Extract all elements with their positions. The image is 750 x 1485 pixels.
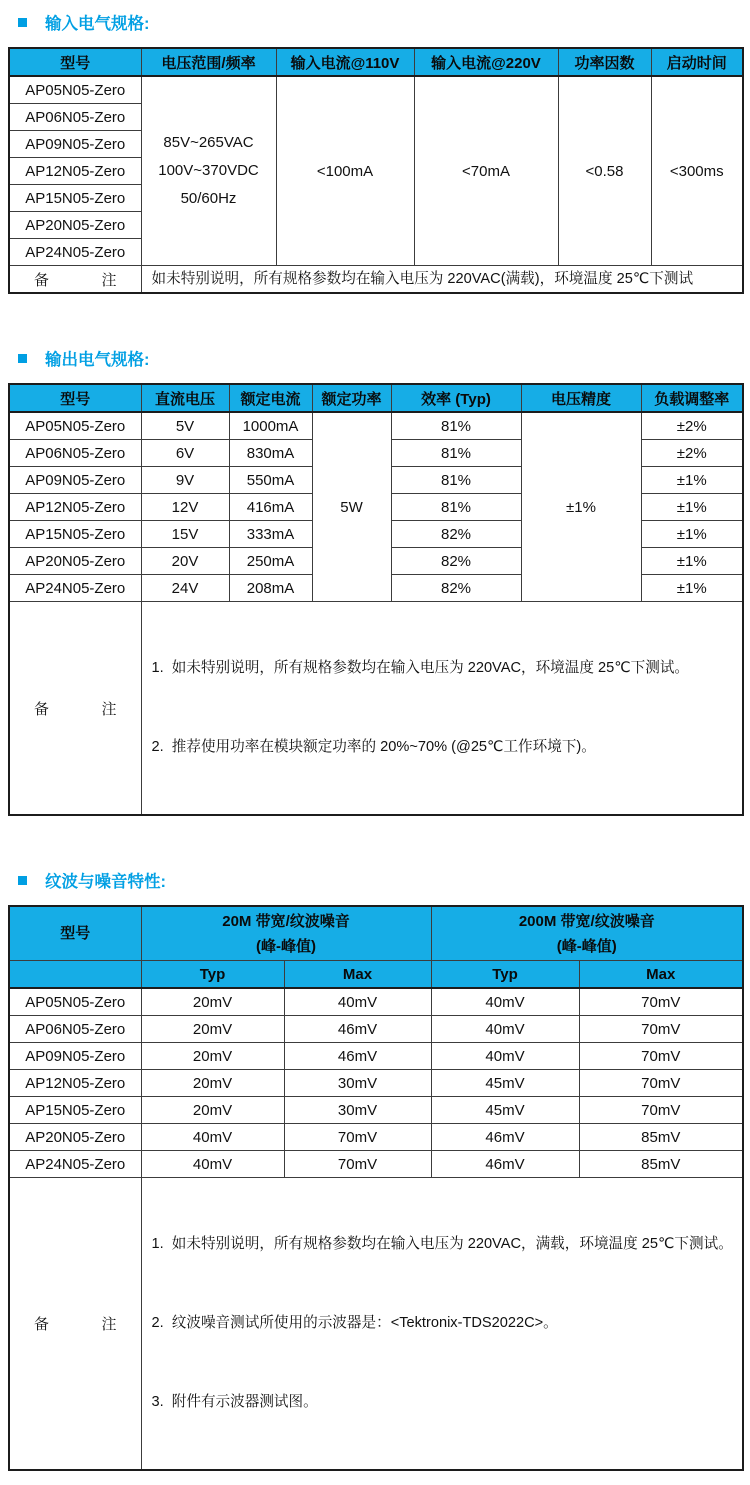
rated-current-cell: 830mA (229, 440, 312, 467)
table-row (9, 76, 743, 104)
note-line: 3. 附件有示波器测试图。 (151, 1394, 318, 1410)
table-row (9, 988, 743, 1016)
col-header-voltage-accuracy: 电压精度 (521, 384, 641, 412)
model-cell: AP05N05-Zero (9, 412, 141, 440)
model-cell: AP12N05-Zero (9, 494, 141, 521)
efficiency-cell: 81% (391, 494, 521, 521)
rated-current-cell: 416mA (229, 494, 312, 521)
col-header-startup-time: 启动时间 (651, 48, 743, 76)
max-20m-cell: 30mV (284, 1097, 431, 1124)
model-cell: AP05N05-Zero (9, 988, 141, 1016)
col-header-power-factor: 功率因数 (558, 48, 651, 76)
load-regulation-cell: ±2% (641, 440, 743, 467)
col-header-rated-current: 额定电流 (229, 384, 312, 412)
section-title-text: 输出电气规格: (45, 351, 150, 369)
col-header-typ-20m: Typ (141, 961, 284, 989)
note-line: 2. 纹波噪音测试所使用的示波器是：<Tektronix-TDS2022C>。 (151, 1315, 558, 1331)
input-header-row (9, 48, 743, 76)
output-header-row (9, 384, 743, 412)
typ-200m-cell: 40mV (431, 1043, 579, 1070)
square-bullet-icon (18, 876, 27, 885)
efficiency-cell: 82% (391, 548, 521, 575)
rated-current-cell: 1000mA (229, 412, 312, 440)
col-header-efficiency: 效率 (Typ) (391, 384, 521, 412)
col-header-model: 型号 (9, 906, 141, 961)
ripple-noise-table (8, 905, 744, 1471)
typ-20m-cell: 20mV (141, 1097, 284, 1124)
max-20m-cell: 70mV (284, 1151, 431, 1178)
typ-20m-cell: 40mV (141, 1151, 284, 1178)
typ-20m-cell: 20mV (141, 1043, 284, 1070)
efficiency-cell: 81% (391, 412, 521, 440)
model-cell: AP24N05-Zero (9, 239, 141, 266)
empty-header-cell (9, 961, 141, 989)
note-line: 2. 推荐使用功率在模块额定功率的 20%~70% (@25℃工作环境下)。 (151, 739, 596, 755)
note-text-cell (141, 602, 743, 816)
typ-200m-cell: 45mV (431, 1097, 579, 1124)
model-cell: AP12N05-Zero (9, 1070, 141, 1097)
model-cell: AP20N05-Zero (9, 548, 141, 575)
note-line: 1. 如未特别说明，所有规格参数均在输入电压为 220VAC，环境温度 25℃下测试。 (151, 660, 690, 676)
max-200m-cell: 70mV (579, 1097, 743, 1124)
note-text-cell: 如未特别说明，所有规格参数均在输入电压为 220VAC(满载)，环境温度 25℃下测试 (141, 266, 743, 294)
max-200m-cell: 85mV (579, 1124, 743, 1151)
note-row (9, 1178, 743, 1471)
col-header-dc-voltage: 直流电压 (141, 384, 229, 412)
col-group-200m: 200M 带宽/纹波噪音 (峰-峰值) (431, 906, 743, 961)
rated-current-cell: 208mA (229, 575, 312, 602)
rated-power-cell: 5W (312, 412, 391, 602)
max-20m-cell: 30mV (284, 1070, 431, 1097)
section-title-text: 输入电气规格: (45, 15, 150, 33)
note-label-cell: 备 注 (9, 1178, 141, 1471)
max-20m-cell: 40mV (284, 988, 431, 1016)
typ-200m-cell: 40mV (431, 1016, 579, 1043)
output-spec-table (8, 383, 744, 816)
model-cell: AP05N05-Zero (9, 76, 141, 104)
table-row (9, 1124, 743, 1151)
note-line: 1. 如未特别说明，所有规格参数均在输入电压为 220VAC，满载，环境温度 25℃下测试。 (151, 1236, 733, 1252)
rated-current-cell: 333mA (229, 521, 312, 548)
dc-voltage-cell: 9V (141, 467, 229, 494)
square-bullet-icon (18, 354, 27, 363)
max-200m-cell: 70mV (579, 1043, 743, 1070)
model-cell: AP09N05-Zero (9, 131, 141, 158)
model-cell: AP20N05-Zero (9, 1124, 141, 1151)
model-cell: AP06N05-Zero (9, 440, 141, 467)
model-cell: AP09N05-Zero (9, 467, 141, 494)
max-200m-cell: 70mV (579, 1016, 743, 1043)
load-regulation-cell: ±2% (641, 412, 743, 440)
col-group-20m: 20M 带宽/纹波噪音 (峰-峰值) (141, 906, 431, 961)
ripple-sub-header-row (9, 961, 743, 989)
rated-current-cell: 550mA (229, 467, 312, 494)
dc-voltage-cell: 15V (141, 521, 229, 548)
col-header-model: 型号 (9, 384, 141, 412)
table-row (9, 1016, 743, 1043)
max-200m-cell: 85mV (579, 1151, 743, 1178)
typ-200m-cell: 45mV (431, 1070, 579, 1097)
square-bullet-icon (18, 18, 27, 27)
max-20m-cell: 70mV (284, 1124, 431, 1151)
efficiency-cell: 82% (391, 521, 521, 548)
voltage-accuracy-cell: ±1% (521, 412, 641, 602)
max-20m-cell: 46mV (284, 1043, 431, 1070)
model-cell: AP24N05-Zero (9, 575, 141, 602)
ripple-group-header-row (9, 906, 743, 961)
max-200m-cell: 70mV (579, 988, 743, 1016)
model-cell: AP15N05-Zero (9, 521, 141, 548)
power-factor-cell: <0.58 (558, 76, 651, 266)
model-cell: AP24N05-Zero (9, 1151, 141, 1178)
dc-voltage-cell: 6V (141, 440, 229, 467)
model-cell: AP20N05-Zero (9, 212, 141, 239)
load-regulation-cell: ±1% (641, 521, 743, 548)
note-row (9, 602, 743, 816)
table-row (9, 1070, 743, 1097)
typ-20m-cell: 20mV (141, 1016, 284, 1043)
input-spec-table (8, 47, 744, 294)
efficiency-cell: 82% (391, 575, 521, 602)
section-title-ripple (8, 868, 742, 892)
model-cell: AP06N05-Zero (9, 1016, 141, 1043)
note-label-cell: 备 注 (9, 266, 141, 294)
section-title-output (8, 346, 742, 370)
col-header-voltage-range: 电压范围/频率 (141, 48, 276, 76)
section-title-input (8, 10, 742, 34)
table-row (9, 412, 743, 440)
col-header-current-110v: 输入电流@110V (276, 48, 414, 76)
typ-200m-cell: 46mV (431, 1151, 579, 1178)
model-cell: AP15N05-Zero (9, 185, 141, 212)
note-label-cell: 备 注 (9, 602, 141, 816)
col-header-model: 型号 (9, 48, 141, 76)
col-header-load-regulation: 负载调整率 (641, 384, 743, 412)
typ-20m-cell: 20mV (141, 988, 284, 1016)
table-row (9, 1043, 743, 1070)
typ-200m-cell: 40mV (431, 988, 579, 1016)
typ-200m-cell: 46mV (431, 1124, 579, 1151)
section-title-text: 纹波与噪音特性: (45, 873, 166, 891)
dc-voltage-cell: 24V (141, 575, 229, 602)
model-cell: AP06N05-Zero (9, 104, 141, 131)
table-row (9, 1097, 743, 1124)
dc-voltage-cell: 12V (141, 494, 229, 521)
col-header-typ-200m: Typ (431, 961, 579, 989)
max-200m-cell: 70mV (579, 1070, 743, 1097)
model-cell: AP12N05-Zero (9, 158, 141, 185)
dc-voltage-cell: 20V (141, 548, 229, 575)
col-header-max-20m: Max (284, 961, 431, 989)
load-regulation-cell: ±1% (641, 467, 743, 494)
efficiency-cell: 81% (391, 440, 521, 467)
note-row (9, 266, 743, 294)
load-regulation-cell: ±1% (641, 548, 743, 575)
efficiency-cell: 81% (391, 467, 521, 494)
load-regulation-cell: ±1% (641, 494, 743, 521)
table-row (9, 1151, 743, 1178)
col-header-current-220v: 输入电流@220V (414, 48, 558, 76)
load-regulation-cell: ±1% (641, 575, 743, 602)
dc-voltage-cell: 5V (141, 412, 229, 440)
typ-20m-cell: 40mV (141, 1124, 284, 1151)
startup-time-cell: <300ms (651, 76, 743, 266)
typ-20m-cell: 20mV (141, 1070, 284, 1097)
rated-current-cell: 250mA (229, 548, 312, 575)
max-20m-cell: 46mV (284, 1016, 431, 1043)
model-cell: AP09N05-Zero (9, 1043, 141, 1070)
voltage-range-cell: 85V~265VAC 100V~370VDC 50/60Hz (141, 76, 276, 266)
current-110v-cell: <100mA (276, 76, 414, 266)
current-220v-cell: <70mA (414, 76, 558, 266)
model-cell: AP15N05-Zero (9, 1097, 141, 1124)
note-text-cell (141, 1178, 743, 1471)
col-header-max-200m: Max (579, 961, 743, 989)
col-header-rated-power: 额定功率 (312, 384, 391, 412)
